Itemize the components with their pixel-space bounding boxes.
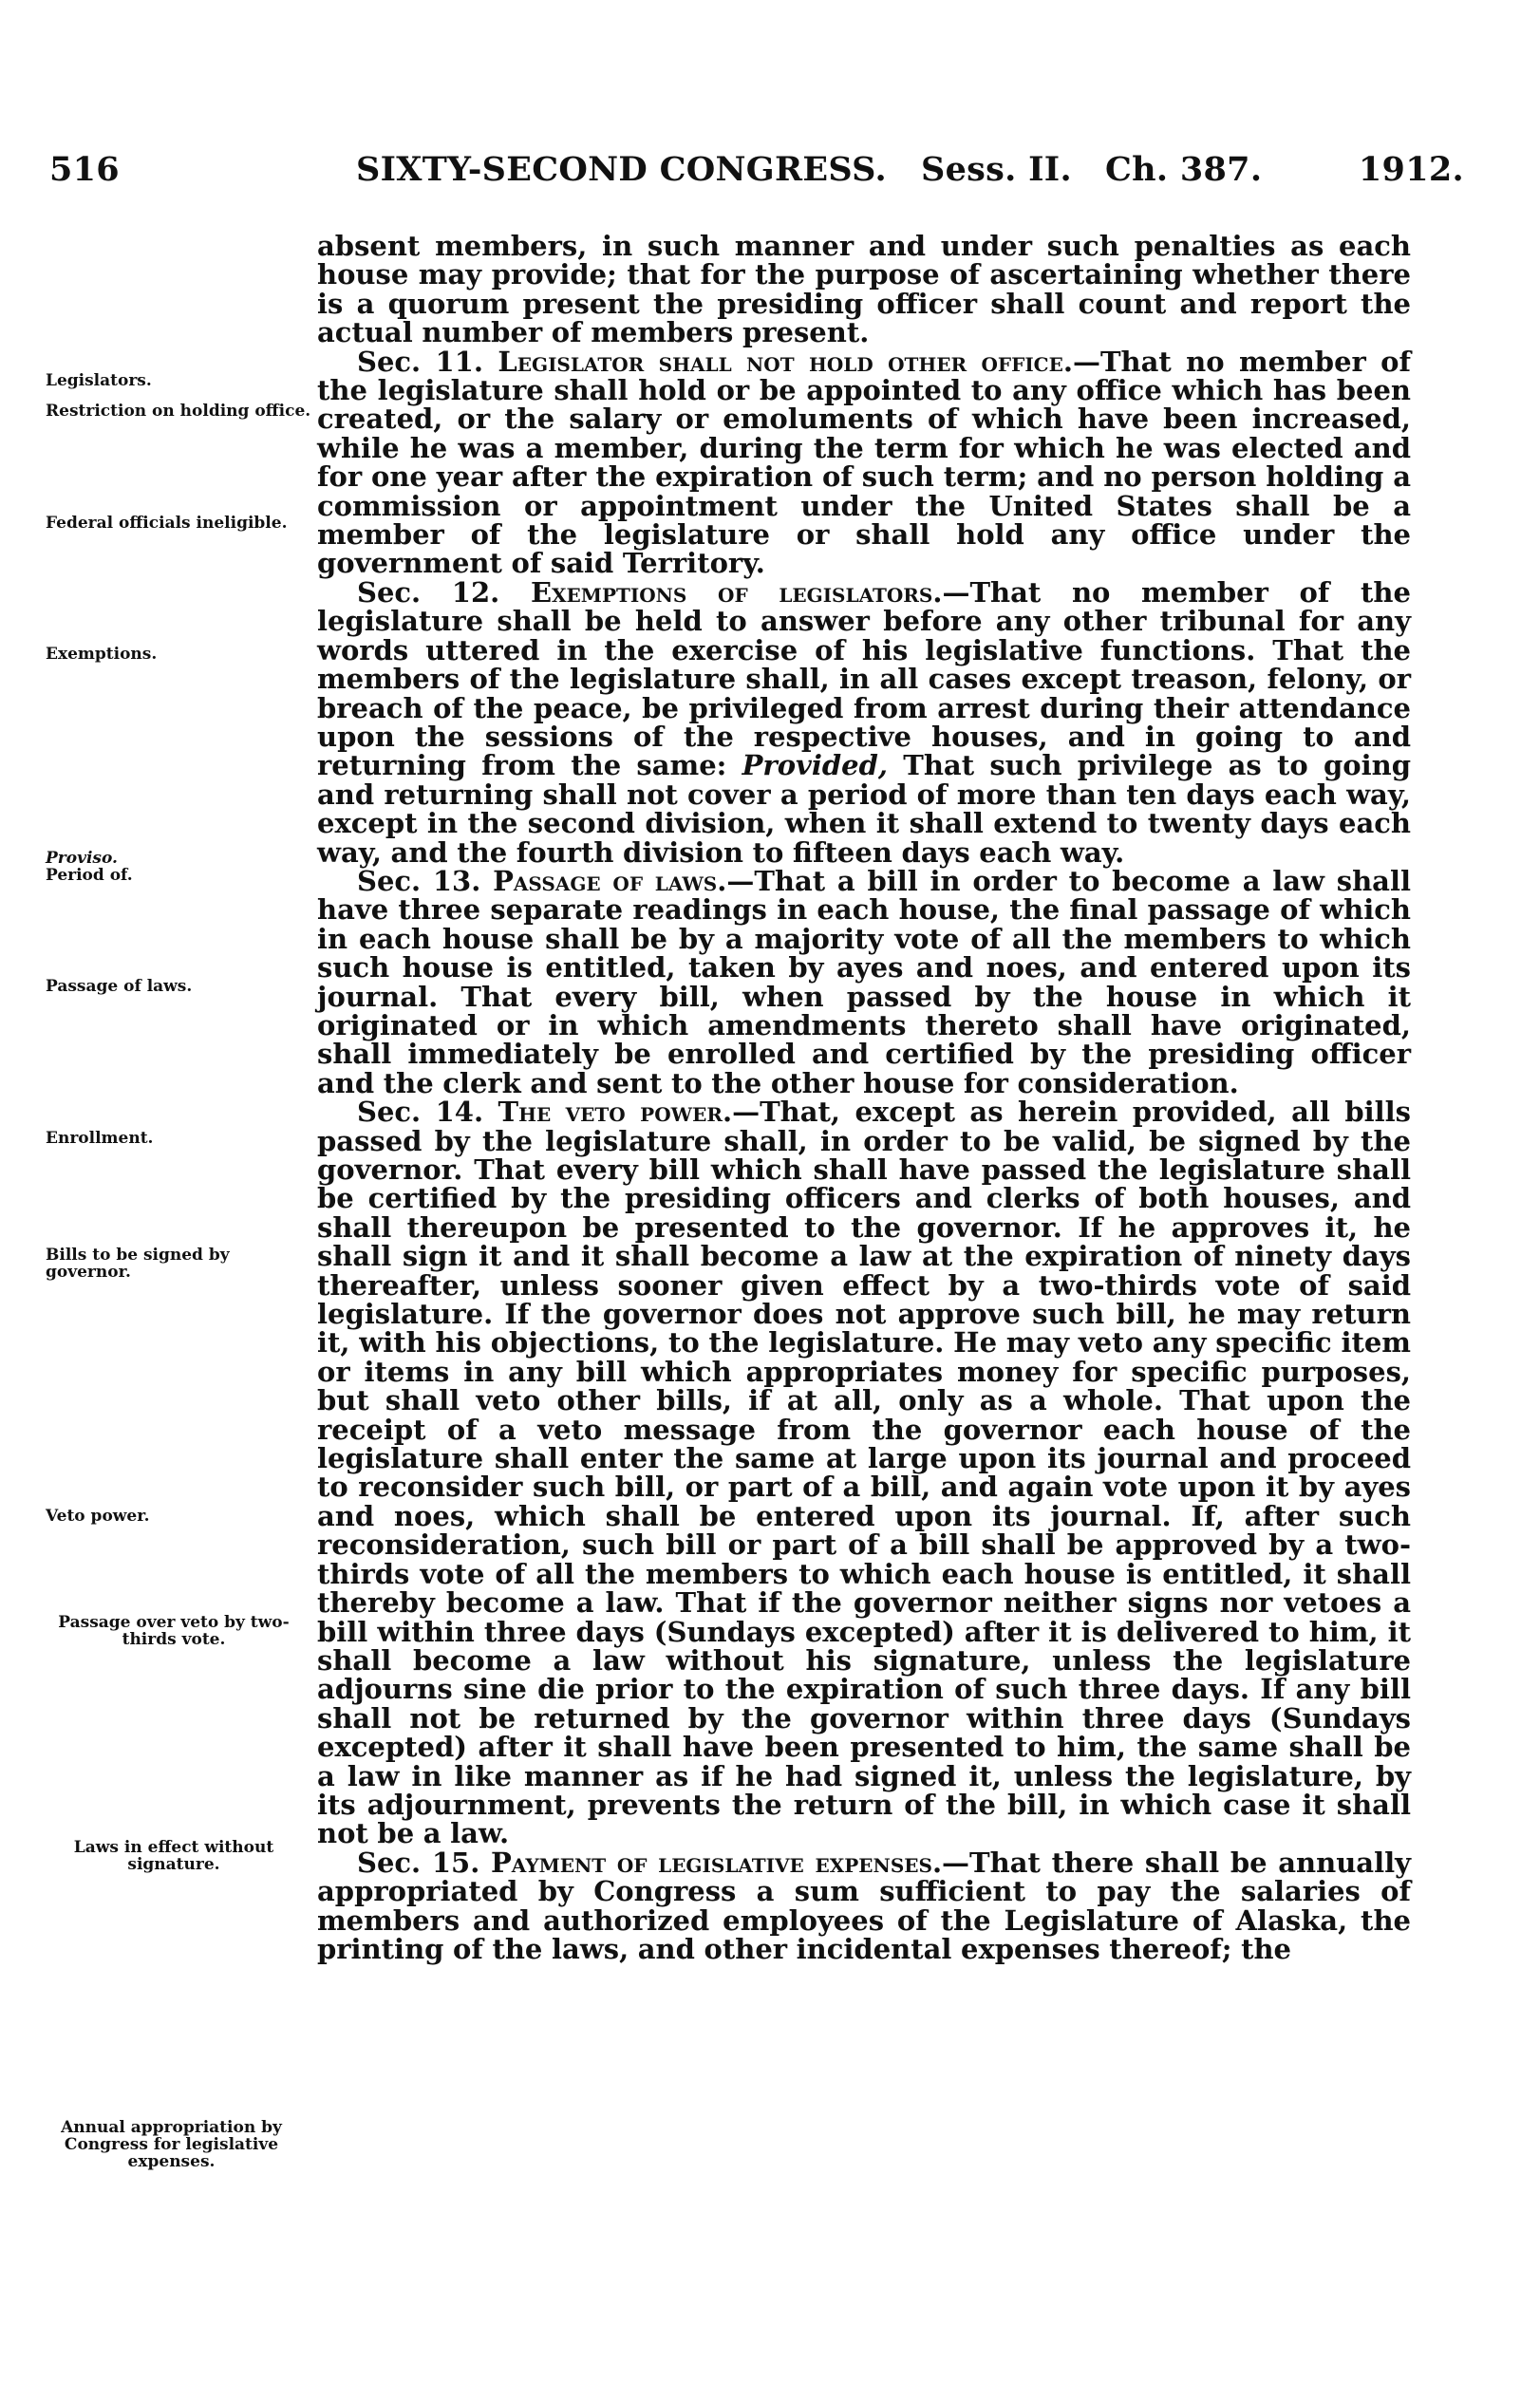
- margin-note-annual-appropriation: Annual appropriation by Congress for legislative expenses.: [61, 2118, 282, 2171]
- section-title: Payment of legislative expenses.: [490, 1846, 943, 1879]
- margin-note-bills-signed: Bills to be signed by governor.: [46, 1246, 230, 1282]
- margin-note-legislators: Legislators.: [46, 371, 152, 390]
- chapter-label: Ch. 387.: [1105, 150, 1263, 189]
- session-label: Sess. II.: [921, 150, 1072, 189]
- margin-note-exemptions: Exemptions.: [46, 645, 158, 664]
- margin-note-restriction: Restriction on holding office.: [46, 402, 311, 421]
- margin-note-enrollment: Enrollment.: [46, 1129, 154, 1148]
- section-title: Passage of laws.: [493, 864, 727, 897]
- section-title: The veto power.: [498, 1096, 733, 1129]
- section-label: Sec. 15.: [357, 1846, 480, 1879]
- section-13: [317, 864, 1411, 1099]
- section-label: Sec. 11.: [357, 345, 483, 378]
- margin-note-period: Period of.: [46, 866, 133, 885]
- section-text-continued: That such privilege as to going and returning shall not cover a period of more than ten days each way, except in the second division, when it shall extend to twenty days each way, and the fourth division to fifteen days each way.: [317, 749, 1411, 869]
- paragraph-continuation: absent members, in such manner and under such penalties as each house may provide; that for the purpose of ascertaining whether there is a quorum present the presiding officer shall count and report the actual number of members present.: [317, 230, 1411, 349]
- section-text: —That no member of the legislature shall hold or be appointed to any office which has been created, or the salary or emoluments of which have been increased, while he was a member, during the term for which he was elected and for one year after the expiration of such term; and no person holding a commission or appointment under the United States shall be a member of the legislature or shall hold any office under the government of said Territory.: [317, 345, 1411, 580]
- main-text: [317, 232, 1411, 1963]
- margin-notes: [46, 0, 311, 2400]
- section-11: [317, 347, 1411, 578]
- section-text: —That, except as herein provided, all bills passed by the legislature shall, in order to be valid, be signed by the governor. That every bill which shall have passed the legislature shall be certified by the presiding officers and clerks of both houses, and shall thereupon be presented to the governor. If he approves it, he shall sign it and it shall become a law at the expiration of ninety days thereafter, unless sooner given effect by a two-thirds vote of said legislature. If the governor does not approve such bill, he may return it, with his objections, to the legislature. He may veto any specific item or items in any bill which appropriates money for specific purposes, but shall veto other bills, if at all, only as a whole. That upon the receipt of a veto message from the governor each house of the legislature shall enter the same at large upon its journal and proceed to reconsider such bill, or part of a bill, and again vote upon it by ayes and noes, which shall be entered upon its journal. If, after such reconsideration, such bill or part of a bill shall be approved by a two-thirds vote of all the members to which each house is entitled, it shall thereby become a law. That if the governor neither signs nor vetoes a bill within three days (Sundays excepted) after it is delivered to him, it shall become a law without his signature, unless the legislature adjourns sine die prior to the expiration of such three days. If any bill shall not be returned by the governor within three days (Sundays excepted) after it shall have been presented to him, the same shall be a law in like manner as if he had signed it, unless the legislature, by its adjournment, prevents the return of the bill, in which case it shall not be a law.: [317, 1096, 1411, 1850]
- section-label: Sec. 14.: [357, 1096, 484, 1129]
- page-number: 516: [49, 150, 120, 189]
- margin-note-proviso: Proviso.: [46, 849, 118, 868]
- section-title: Legislator shall not hold other office.: [498, 345, 1073, 378]
- margin-note-veto-power: Veto power.: [46, 1507, 150, 1526]
- proviso-word: Provided,: [742, 749, 889, 782]
- section-15: [317, 1848, 1411, 1964]
- margin-note-federal-officials: Federal officials ineligible.: [46, 514, 288, 533]
- section-label: Sec. 13.: [357, 864, 481, 897]
- section-title: Exemptions of legislators.: [530, 575, 943, 609]
- margin-note-passage-over-veto: Passage over veto by two-thirds vote.: [58, 1613, 290, 1649]
- section-text: —That there shall be annually appropriated by Congress a sum sufficient to pay the salaries of members and authorized employees of the Legislature of Alaska, the printing of the laws, and other incidental expenses thereof; the: [317, 1846, 1411, 1965]
- year-label: 1912.: [1358, 150, 1464, 189]
- congress-title: SIXTY-SECOND CONGRESS.: [356, 150, 887, 189]
- section-14: [317, 1097, 1411, 1848]
- section-label: Sec. 12.: [357, 575, 500, 609]
- section-text: —That no member of the legislature shall be held to answer before any other tribunal for any words uttered in the exercise of his legislative functions. That the members of the legislature shall, in all cases except treason, felony, or breach of the peace, be privileged from arrest during their attendance upon the sessions of the respective houses, and in going to and returning from the same:: [317, 575, 1411, 782]
- margin-note-laws-without-signature: Laws in effect without signature.: [73, 1838, 274, 1874]
- section-12: [317, 575, 1411, 869]
- margin-note-passage-of-laws: Passage of laws.: [46, 977, 193, 996]
- section-text: —That a bill in order to become a law shall have three separate readings in each house, the final passage of which in each house shall be by a majority vote of all the members to which such house is entitled, taken by ayes and noes, and entered upon its journal. That every bill, when passed by the house in which it originated or in which amendments thereto shall have originated, shall immediately be enrolled and certified by the presiding officer and the clerk and sent to the other house for consideration.: [317, 864, 1411, 1099]
